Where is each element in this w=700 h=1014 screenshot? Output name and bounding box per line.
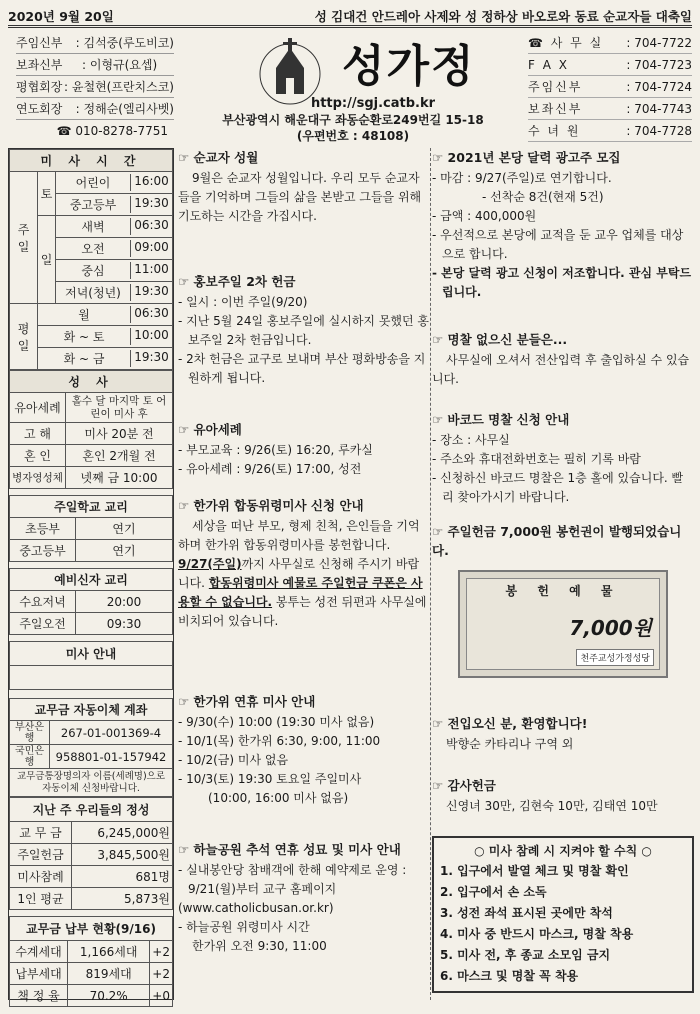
phone-row: 수 녀 원 : 704-7728: [528, 120, 692, 142]
sacrament-table: 성 사 유아세례 홀수 달 마지막 토 어린이 미사 후 고 해 미사 20분 전 혼 인 혼인 2개월 전 병자영성체 넷째 금 10:00: [9, 370, 173, 489]
coupon-value: 7,000원: [569, 616, 652, 640]
notice-title: ☞ 순교자 성월: [178, 150, 259, 165]
diocese-website[interactable]: (www.catholicbusan.or.kr): [178, 901, 334, 915]
feast-title: 성 김대건 안드레아 사제와 성 정하상 바오로와 동료 순교자들 대축일: [314, 8, 692, 24]
auto-transfer-note: 교무금통장명의자 이름(세례명)으로 자동이체 신청바랍니다.: [10, 769, 173, 797]
brand-name: 성가정: [342, 41, 476, 92]
column-divider: [430, 148, 431, 1000]
mass-schedule-title: 미 사 시 간: [10, 150, 173, 172]
left-column: [8, 148, 174, 1003]
staff-row: 주임신부 : 김석중(루도비코): [16, 32, 174, 54]
notice-heaven-park: ☞ 하늘공원 추석 연휴 성묘 및 미사 안내 - 실내봉안당 참배객에 한해 예약제로 운영 : 9/21(월)부터 교구 홈페이지 (www.catholicbusan.or.kr) - 하늘공원 위령미사 시간 한가위 오전 9:30, 11:00: [178, 840, 430, 956]
sunday-school-title: 주일학교 교리: [10, 496, 173, 518]
phone-list: [528, 32, 692, 142]
offering-coupon-image: [458, 570, 668, 678]
notice-title: ☞ 감사헌금: [432, 778, 496, 793]
notice-memorial-mass: ☞ 한가위 합동위령미사 신청 안내 세상을 떠난 부모, 형제 친척, 은인들을 기억하며 한가위 합동위령미사를 봉헌합니다. 9/27(주일)까지 사무실로 신청해 주시기 바랍니다. 합동위령미사 예물로 주일헌금 쿠폰은 사용할 수 없습니다. 봉투는 성전 뒤편과 사무실에 비치되어 있습니다.: [178, 496, 430, 692]
notice-name-tag: ☞ 명찰 없으신 분들은... 사무실에 오셔서 전산입력 후 출입하실 수 있습니다.: [432, 330, 694, 410]
auto-transfer-title: 교무금 자동이체 계좌: [10, 699, 173, 721]
middle-column: [178, 148, 430, 1000]
notice-promotion-collection: ☞ 홍보주일 2차 헌금 - 일시 : 이번 주일(9/20) - 지난 5월 24일 홍보주일에 실시하지 못했던 홍보주일 2차 헌금입니다. - 2차 헌금은 교구로 보내며 부산 평화방송을 지원하게 됩니다.: [178, 274, 430, 385]
staff-list: [16, 32, 174, 142]
notice-title: ☞ 2021년 본당 달력 광고주 모집: [432, 150, 621, 165]
mass-info-title: 미사 안내: [10, 642, 173, 666]
notice-barcode-tag: ☞ 바코드 명찰 신청 안내 - 장소 : 사무실 - 주소와 휴대전화번호는 필히 기록 바람 - 신청하신 바코드 명찰은 1층 홀에 있습니다. 빨리 찾아가시기 바랍니다.: [432, 410, 694, 522]
notice-title: ☞ 한가위 합동위령미사 신청 안내: [178, 498, 364, 513]
sunday-day-label: 일: [38, 216, 56, 304]
auto-transfer-table: 교무금 자동이체 계좌 부산은행 267-01-001369-4 국민은행 958801-01-157942 교무금통장명의자 이름(세례명)으로 자동이체 신청바랍니다.: [9, 698, 173, 797]
notice-offering-coupon: [432, 522, 694, 714]
notice-title: ☞ 바코드 명찰 신청 안내: [432, 412, 570, 427]
bulletin-date: 2020년 9월 20일: [8, 8, 114, 24]
website-link[interactable]: http://sgj.catb.kr: [310, 96, 436, 111]
notice-martyrs-month: ☞ 순교자 성월 9월은 순교자 성월입니다. 우리 모두 순교자들을 기억하며 그들의 삶을 본받고 그들을 위해 기도하는 시간을 가집시다.: [178, 148, 430, 272]
notice-title: ☞ 유아세례: [178, 422, 242, 437]
notice-thanks-offering: ☞ 감사헌금 신영녀 30만, 김현숙 10만, 김태연 10만: [432, 776, 694, 828]
right-column: [432, 148, 694, 1000]
catechumen-table: 예비신자 교리 수요저녁 20:00 주일오전 09:30: [9, 568, 173, 635]
staff-row: 보좌신부 : 이형규(요셉): [16, 54, 174, 76]
notice-calendar-ads: ☞ 2021년 본당 달력 광고주 모집 - 마감 : 9/27(주일)로 연기합니다. - 선착순 8건(현재 5건) - 금액 : 400,000원 - 우선적으로 본당에 교적을 둔 교우 업체를 대상으로 합니다. - 본당 달력 광고 신청이 저조합니다. 관심 부탁드립니다.: [432, 148, 694, 330]
notice-welcome: ☞ 전입오신 분, 환영합니다! 박향순 카타리나 구역 외: [432, 714, 694, 776]
phone-row: 주임신부 : 704-7724: [528, 76, 692, 98]
staff-phone: ☎ 010-8278-7751: [56, 124, 168, 138]
top-bar: [8, 6, 692, 28]
notice-title: ☞ 홍보주일 2차 헌금: [178, 274, 296, 289]
notice-holiday-mass: ☞ 한가위 연휴 미사 안내 - 9/30(수) 10:00 (19:30 미사 없음) - 10/1(목) 한가위 6:30, 9:00, 11:00 - 10/2(금) 미사 없음 - 10/3(토) 19:30 토요일 주일미사 (10:00, 16:00 미사 없음): [178, 692, 430, 840]
phone-row: 보좌신부 : 704-7743: [528, 98, 692, 120]
staff-row: 연도회장 : 정해순(엘리사벳): [16, 98, 174, 120]
mass-rules-title: ○ 미사 참례 시 지켜야 할 수칙 ○: [474, 844, 652, 858]
sunday-label: 주일: [10, 172, 38, 304]
notice-title: ☞ 명찰 없으신 분들은...: [432, 332, 568, 347]
coupon-issuer: 천주교성가정성당: [576, 649, 654, 666]
notice-title: ☞ 한가위 연휴 미사 안내: [178, 694, 316, 709]
address-block: [208, 96, 498, 144]
notice-title: ☞ 주일헌금 7,000원 봉헌권이 발행되었습니다.: [432, 524, 682, 558]
dues-status-title: 교무금 납부 현황(9/16): [10, 917, 173, 941]
mass-info-table: [9, 641, 173, 690]
mass-rules-box: ○ 미사 참례 시 지켜야 할 수칙 ○ 1. 입구에서 발열 체크 및 명찰 확인 2. 입구에서 손 소독 3. 성전 좌석 표시된 곳에만 착석 4. 미사 중 반드시 마스크, 명찰 착용 5. 미사 전, 후 종교 소모임 금지 6. 마스크 및 명찰 꼭 착용: [432, 836, 694, 993]
mass-schedule-table: 미 사 시 간 주일 토 어린이 16:00 중고등부 19:30 일 새벽 06:30 오전 09:00 중심 11:00 저녁(청년) 19:30 평일 월 06:30 화 ~ 토 10:00 화 ~ 금 19:30: [9, 149, 173, 370]
dues-status-table: 교무금 납부 현황(9/16) 수계세대 1,166세대 +2 납부세대 819세대 +2 책 정 율 70.2% +0: [9, 916, 173, 1007]
saturday-label: 토: [38, 172, 56, 216]
sacrament-title: 성 사: [10, 371, 173, 393]
staff-row: 평협회장 : 윤철현(프란치스코): [16, 76, 174, 98]
address: 부산광역시 해운대구 좌동순환로249번길 15-18: [222, 113, 484, 127]
header: [8, 32, 692, 146]
offering-stats-table: 지난 주 우리들의 정성 교 무 금 6,245,000원 주일헌금 3,845,500원 미사참례 681명 1인 평균 5,873원: [9, 797, 173, 910]
phone-row: F A X : 704-7723: [528, 54, 692, 76]
notice-title: ☞ 전입오신 분, 환영합니다!: [432, 716, 588, 731]
catechumen-title: 예비신자 교리: [10, 569, 173, 591]
coupon-title: 봉 헌 예 물: [505, 584, 621, 598]
notice-title: ☞ 하늘공원 추석 연휴 성묘 및 미사 안내: [178, 842, 401, 857]
postcode: (우편번호 : 48108): [296, 129, 410, 143]
offering-stats-title: 지난 주 우리들의 정성: [10, 798, 173, 822]
weekday-label: 평일: [10, 304, 38, 370]
notice-infant-baptism: ☞ 유아세례 - 부모교육 : 9/26(토) 16:20, 루카실 - 유아세례 : 9/26(토) 17:00, 성전: [178, 420, 430, 496]
sunday-school-table: 주일학교 교리 초등부 연기 중고등부 연기: [9, 495, 173, 562]
phone-row: ☎ 사 무 실 : 704-7722: [528, 32, 692, 54]
